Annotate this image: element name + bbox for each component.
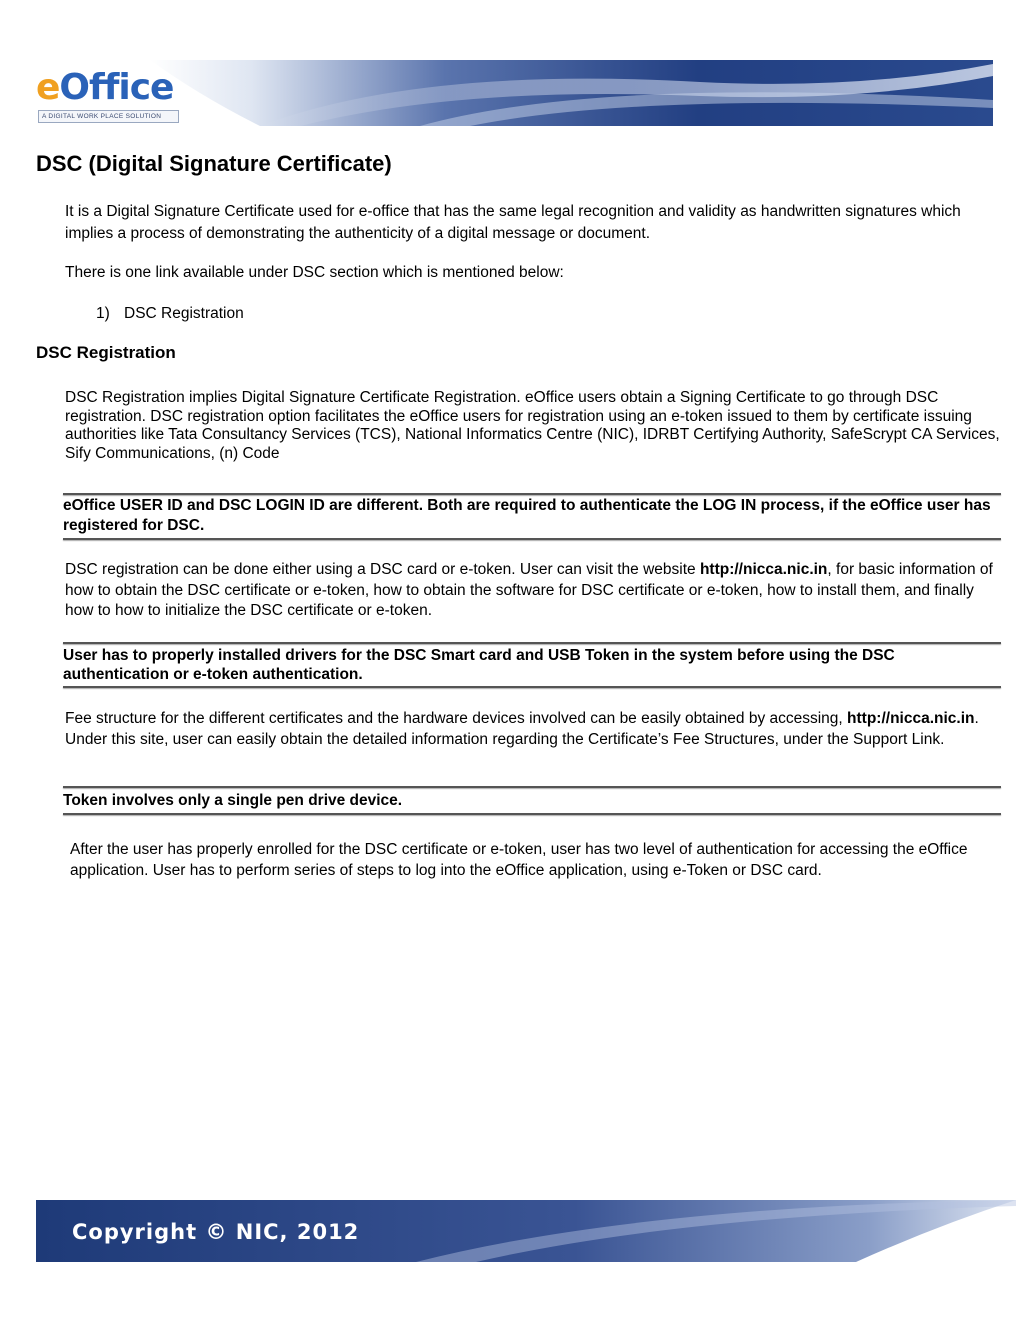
dsc-card-text-after: , for basic information of how to obtain the DSC certificate or e-token, how to obtain the software for DSC certificate or e-token, how to install them, and finally how to how to initialize the DSC certificate or e-token. <box>65 561 993 619</box>
intro-paragraph: It is a Digital Signature Certificate used for e-office that has the same legal recognition and validity as handwritten signatures which implies a process of demonstrating the authenticity of a digital message or document. <box>65 203 961 242</box>
page-title: DSC (Digital Signature Certificate) <box>36 151 392 176</box>
note-divider-bottom <box>63 538 1001 540</box>
dsc-registration-paragraph: DSC Registration implies Digital Signature Certificate Registration. eOffice users obtain a Signing Certificate to go through DSC registration. DSC registration option facilitates the eOffice users for registration using an e-token issued to them by certificate issuing authorities like Tata Consultancy Services (TCS), National Informatics Centre (NIC), IDRBT Certifying Authority, SafeScrypt CA Services, Sify Communications, (n) Code <box>65 389 1000 462</box>
authentication-paragraph: After the user has properly enrolled for the DSC certificate or e-token, user has two level of authentication for accessing the eOffice application. User has to perform series of steps to log into the eOffice application, using e-Token or DSC card. <box>70 841 968 879</box>
nicca-link[interactable]: http://nicca.nic.in <box>699 561 828 578</box>
note-user-id: eOffice USER ID and DSC LOGIN ID are different. Both are required to authenticate the LOG IN process, if the eOffice user has registered for DSC. <box>63 497 991 534</box>
dsc-card-text-before: DSC registration can be done either using a DSC card or e-token. User can visit the website <box>65 561 700 578</box>
page-header <box>0 0 1024 140</box>
links-intro-paragraph: There is one link available under DSC section which is mentioned below: <box>65 264 564 281</box>
list-item <box>96 303 244 325</box>
logo-e: e <box>36 67 60 108</box>
fee-structure-paragraph <box>65 709 1000 750</box>
list-item-label: DSC Registration <box>124 305 244 322</box>
note-divider-top <box>63 642 1001 644</box>
nicca-link[interactable]: http://nicca.nic.in <box>847 710 975 727</box>
list-item-number: 1) <box>96 305 110 322</box>
fee-text-after: . Under this site, user can easily obtain the detailed information regarding the Certificate’s Fee Structures, under the Support Link. <box>65 710 979 748</box>
logo-tagline: A DIGITAL WORK PLACE SOLUTION <box>38 110 179 123</box>
dsc-card-paragraph <box>65 560 1000 622</box>
section-heading: DSC Registration <box>36 343 176 362</box>
note-drivers: User has to properly installed drivers for the DSC Smart card and USB Token in the system before using the DSC authentication or e-token authentication. <box>63 647 895 683</box>
logo-office: Office <box>59 67 174 108</box>
note-divider-bottom <box>63 813 1001 815</box>
eoffice-logo <box>36 68 186 128</box>
note-divider-bottom <box>63 686 1001 688</box>
note-token: Token involves only a single pen drive device. <box>63 792 403 809</box>
note-divider-top <box>63 493 1001 495</box>
fee-text-before: Fee structure for the different certificates and the hardware devices involved can be easily obtained by accessing, <box>65 710 848 727</box>
page-footer <box>36 1196 1016 1266</box>
note-divider-top <box>63 786 1001 788</box>
copyright-text: Copyright © NIC, 2012 <box>72 1220 360 1244</box>
